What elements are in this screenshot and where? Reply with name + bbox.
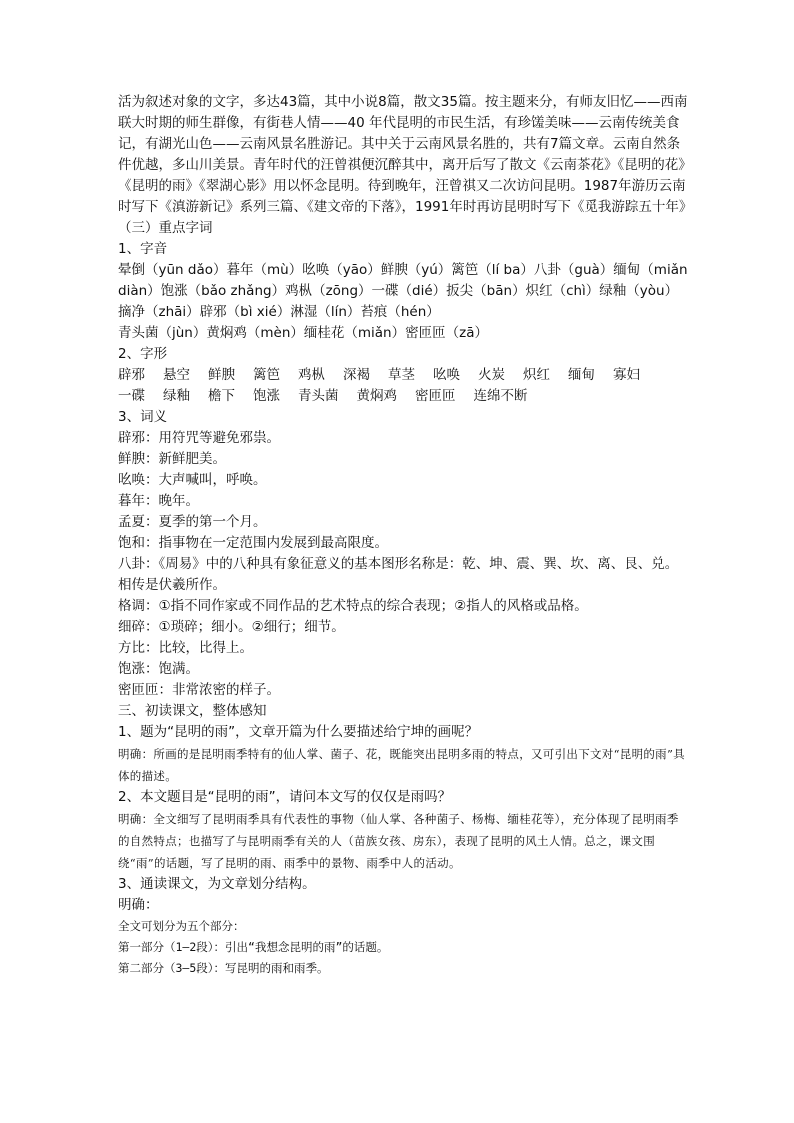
meaning-item: 方比：比较，比得上。 (118, 640, 253, 656)
form-word: 火炭 (478, 367, 505, 383)
meaning-item: 鲜腴：新鲜肥美。 (118, 451, 226, 467)
question-2: 2、本文题目是“昆明的雨”，请问本文写的仅仅是雨吗？ (118, 789, 452, 805)
form-word: 悬空 (163, 367, 190, 383)
question-3: 3、通读课文，为文章划分结构。 (118, 876, 316, 892)
intro-paragraph: 活为叙述对象的文字，多达43篇，其中小说8篇，散文35篇。按主题来分，有师友旧忆——西南联大时期的师生群像，有街巷人情——40 年代昆明的市民生活，有珍馐美味——云南传统美食记，有湖光山色——云南风景名胜游记。其中关于云南风景名胜的，共有7篇文章。云南自然条件优越，多山川美景。青年时代的汪曾祺便沉醉其中，离开后写了散文《云南茶花》《昆明的花》《昆明的雨》《翠湖心影》用以怀念昆明。待到晚年，汪曾祺又二次访问昆明。1987年游历云南时写下《滇游新记》系列三篇、《建文帝的下落》，1991年时再访昆明时写下《觅我游踪五十年》 (118, 94, 693, 215)
meaning-item: 八卦：《周易》中的八种具有象征意义的基本图形名称是：乾、坤、震、巽、坎、离、艮、兑。相传是伏羲所作。 (118, 556, 679, 593)
form-word: 连绵不断 (473, 388, 528, 404)
answer-1: 明确：所画的是昆明雨季特有的仙人掌、菌子、花，既能突出昆明多雨的特点，又可引出下文对“昆明的雨”具体的描述。 (118, 747, 685, 783)
pronunciation-line-1: 晕倒（yūn dǎo）暮年（mù）吆唤（yāo）鲜腴（yú）篱笆（lí ba）八卦（guà）缅甸（miǎn diàn）饱涨（bǎo zhǎng）鸡枞（zōng）一碟（dié）扳尖（bān）炽红（chì）绿釉（yòu）摘净（zhāi）辟邪（bì xié）淋湿（lín）苔痕（hén） (118, 262, 688, 320)
character-form-title: 2、字形 (118, 346, 168, 362)
form-word: 饱涨 (253, 388, 280, 404)
form-word: 一碟 (118, 388, 145, 404)
form-word: 篱笆 (253, 367, 280, 383)
meaning-item: 饱涨：饱满。 (118, 661, 199, 677)
answer-3-label: 明确： (118, 897, 159, 913)
structure-line: 第一部分（1—2段）：引出“我想念昆明的雨”的话题。 (118, 940, 389, 954)
form-word: 炽红 (523, 367, 550, 383)
meaning-item: 密匝匝：非常浓密的样子。 (118, 682, 280, 698)
form-word: 绿釉 (163, 388, 190, 404)
form-word: 辟邪 (118, 367, 145, 383)
structure-line: 第二部分（3—5段）：写昆明的雨和雨季。 (118, 961, 329, 975)
pronunciation-line-2: 青头菌（jùn）黄焖鸡（mèn）缅桂花（miǎn）密匝匝（zā） (118, 325, 488, 341)
meaning-item: 吆唤：大声喊叫，呼唤。 (118, 472, 267, 488)
form-word: 青头菌 (298, 388, 339, 404)
meaning-item: 暮年：晚年。 (118, 493, 199, 509)
question-1: 1、题为“昆明的雨”，文章开篇为什么要描述给宁坤的画呢？ (118, 724, 479, 740)
form-word: 密匝匝 (415, 388, 456, 404)
meaning-item: 辟邪：用符咒等避免邪祟。 (118, 430, 280, 446)
meaning-item: 饱和：指事物在一定范围内发展到最高限度。 (118, 535, 388, 551)
pronunciation-title: 1、字音 (118, 241, 168, 257)
answer-2: 明确：全文细写了昆明雨季具有代表性的事物（仙人掌、各种菌子、杨梅、缅桂花等），充分体现了昆明雨季的自然特点；也描写了与昆明雨季有关的人（苗族女孩、房东），表现了昆明的风土人情。总之，课文围绕“雨”的话题，写了昆明的雨、雨季中的景物、雨季中人的活动。 (118, 812, 679, 870)
character-form-list (118, 365, 690, 407)
word-meaning-title: 3、词义 (118, 409, 168, 425)
meaning-item: 孟夏：夏季的第一个月。 (118, 514, 267, 530)
structure-line: 全文可划分为五个部分： (118, 919, 245, 933)
form-word: 深褐 (343, 367, 370, 383)
section-heading-reading: 三、初读课文，整体感知 (118, 703, 267, 719)
form-word: 鸡枞 (298, 367, 325, 383)
form-word: 缅甸 (568, 367, 595, 383)
form-word: 吆唤 (433, 367, 460, 383)
section-heading-keywords: （三）重点字词 (118, 220, 213, 236)
form-word: 寡妇 (613, 367, 640, 383)
meaning-item: 细碎：①琐碎；细小。②细行；细节。 (118, 619, 345, 635)
form-word: 黄焖鸡 (356, 388, 397, 404)
form-word: 檐下 (208, 388, 235, 404)
document-page (118, 92, 693, 979)
form-word: 鲜腴 (208, 367, 235, 383)
form-word: 草茎 (388, 367, 415, 383)
meaning-item: 格调：①指不同作家或不同作品的艺术特点的综合表现；②指人的风格或品格。 (118, 598, 588, 614)
